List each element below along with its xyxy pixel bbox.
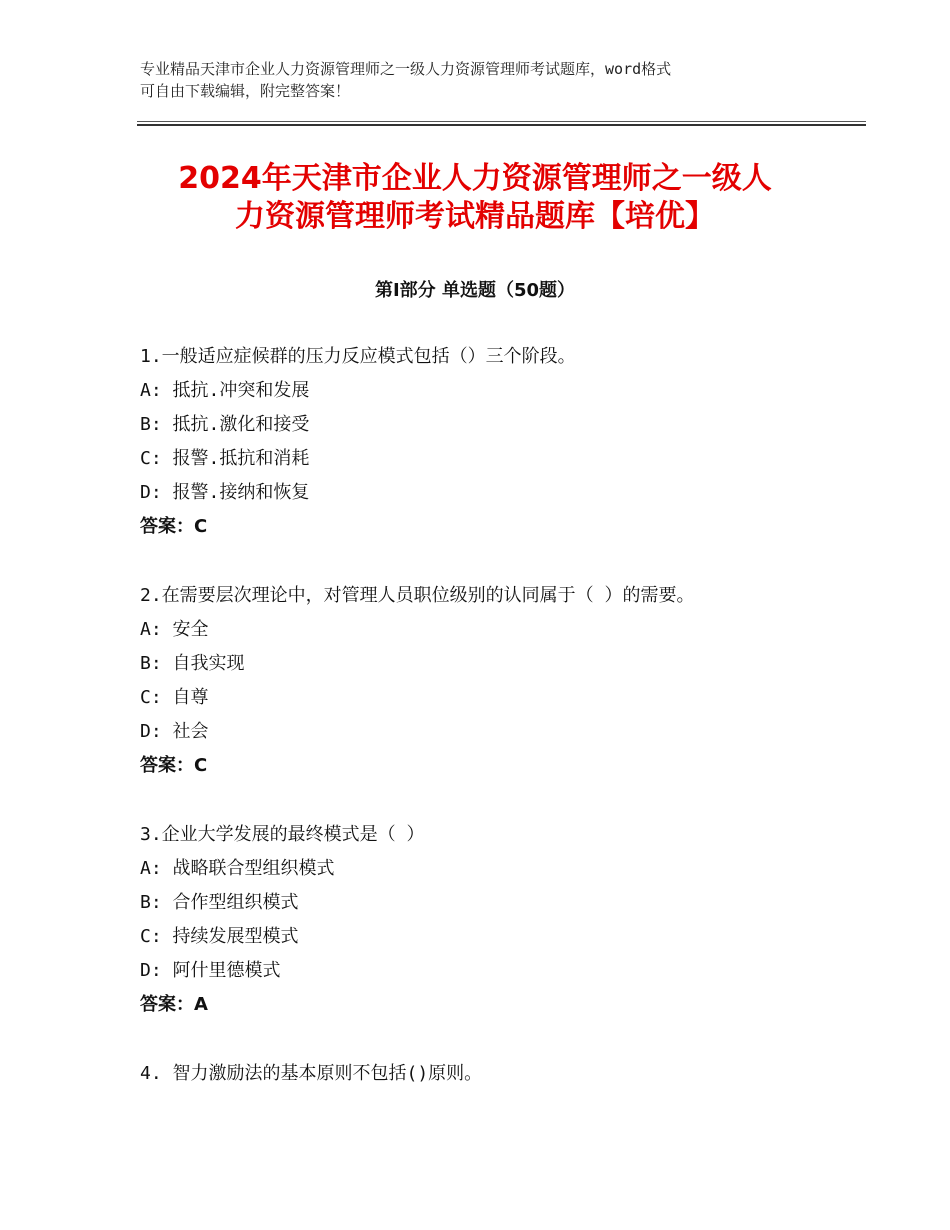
option-b: B: 抵抗.激化和接受 bbox=[140, 414, 310, 435]
option-c: C: 报警.抵抗和消耗 bbox=[140, 448, 310, 469]
question-3 bbox=[140, 818, 840, 1022]
option-c: C: 持续发展型模式 bbox=[140, 926, 299, 947]
header-note bbox=[140, 58, 820, 102]
option-d: D: 报警.接纳和恢复 bbox=[140, 482, 310, 503]
option-a: A: 安全 bbox=[140, 619, 209, 640]
option-a: A: 战略联合型组织模式 bbox=[140, 858, 335, 879]
option-b: B: 合作型组织模式 bbox=[140, 892, 299, 913]
answer: 答案：A bbox=[140, 994, 208, 1015]
question-4 bbox=[140, 1057, 840, 1091]
option-a: A: 抵抗.冲突和发展 bbox=[140, 380, 310, 401]
question-stem: 2.在需要层次理论中，对管理人员职位级别的认同属于（ ）的需要。 bbox=[140, 585, 695, 606]
section-heading: 第Ⅰ部分 单选题（50题） bbox=[374, 280, 575, 301]
option-c: C: 自尊 bbox=[140, 687, 209, 708]
question-stem: 4. 智力激励法的基本原则不包括()原则。 bbox=[140, 1063, 483, 1084]
option-d: D: 阿什里德模式 bbox=[140, 960, 281, 981]
answer: 答案：C bbox=[140, 516, 208, 537]
page-title-line1: 2024年天津市企业人力资源管理师之一级人 bbox=[178, 161, 772, 196]
question-stem: 3.企业大学发展的最终模式是（ ） bbox=[140, 824, 425, 845]
page-title-line2: 力资源管理师考试精品题库【培优】 bbox=[235, 199, 715, 234]
question-1 bbox=[140, 340, 840, 544]
header-note-line1: 专业精品天津市企业人力资源管理师之一级人力资源管理师考试题库，word格式 bbox=[140, 60, 672, 78]
question-stem: 1.一般适应症候群的压力反应模式包括（）三个阶段。 bbox=[140, 346, 576, 367]
header-divider-thick bbox=[137, 124, 866, 126]
header-divider-thin bbox=[137, 121, 866, 122]
page-title bbox=[120, 160, 830, 236]
question-2 bbox=[140, 579, 840, 783]
option-b: B: 自我实现 bbox=[140, 653, 245, 674]
option-d: D: 社会 bbox=[140, 721, 209, 742]
header-note-line2: 可自由下载编辑，附完整答案！ bbox=[140, 82, 351, 100]
answer: 答案：C bbox=[140, 755, 208, 776]
